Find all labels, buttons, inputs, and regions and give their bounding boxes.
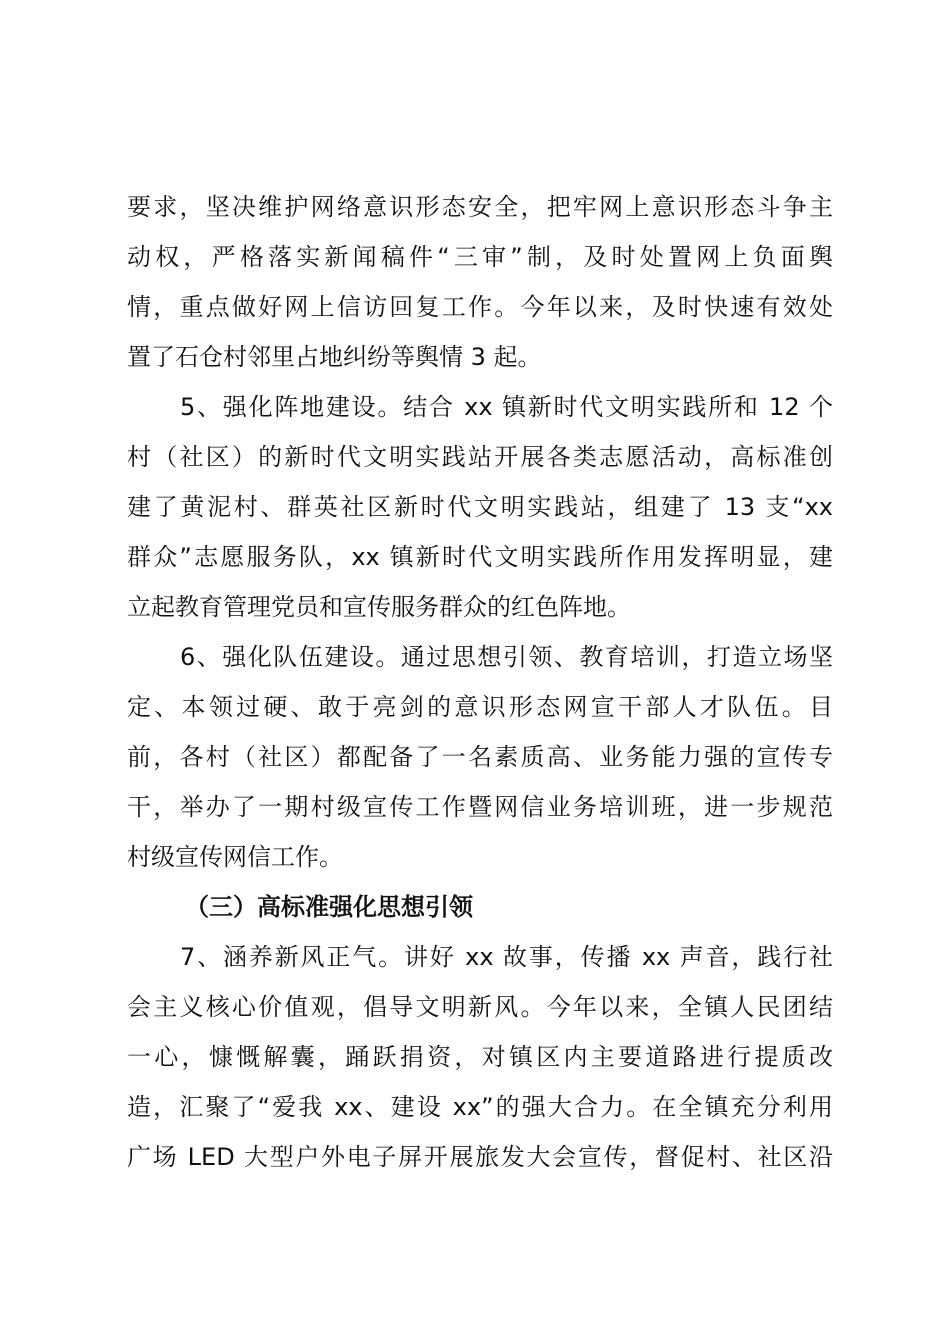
text-line: 定、本领过硬、敢于亮剑的意识形态网宣干部人才队伍。目	[127, 693, 833, 721]
paragraph-6-team-building	[127, 632, 833, 882]
section-heading: （三）高标准强化思想引领	[185, 893, 473, 921]
text-line: 造，汇聚了“爱我 xx、建设 xx”的强大合力。在全镇充分利用	[127, 1093, 833, 1121]
text-line: 群众”志愿服务队，xx 镇新时代文明实践所作用发挥明显，建	[127, 543, 833, 571]
text-line: 置了石仓村邻里占地纠纷等舆情 3 起。	[127, 343, 542, 371]
text-line: 广场 LED 大型户外电子屏开展旅发大会宣传，督促村、社区沿	[127, 1143, 833, 1171]
text-line: 情，重点做好网上信访回复工作。今年以来，及时快速有效处	[127, 293, 833, 321]
text-line: 要求，坚决维护网络意识形态安全，把牢网上意识形态斗争主	[127, 193, 833, 221]
text-line: 干，举办了一期村级宣传工作暨网信业务培训班，进一步规范	[127, 793, 833, 821]
text-line: 7、涵养新风正气。讲好 xx 故事，传播 xx 声音，践行社	[180, 943, 833, 971]
text-line: 前，各村（社区）都配备了一名素质高、业务能力强的宣传专	[127, 743, 833, 771]
paragraph-7-new-atmosphere	[127, 932, 833, 1182]
text-line: 5、强化阵地建设。结合 xx 镇新时代文明实践所和 12 个	[180, 393, 833, 421]
text-line: 建了黄泥村、群英社区新时代文明实践站，组建了 13 支“xx	[127, 493, 833, 521]
paragraph-continued	[127, 182, 833, 382]
document-body	[127, 182, 833, 1182]
text-line: 动权，严格落实新闻稿件“三审”制，及时处置网上负面舆	[127, 243, 833, 271]
text-line: 村级宣传网信工作。	[127, 843, 343, 871]
text-line: 村（社区）的新时代文明实践站开展各类志愿活动，高标准创	[127, 443, 833, 471]
text-line: 6、强化队伍建设。通过思想引领、教育培训，打造立场坚	[180, 643, 833, 671]
text-line: 立起教育管理党员和宣传服务群众的红色阵地。	[127, 593, 631, 621]
text-line: 一心，慷慨解囊，踊跃捐资，对镇区内主要道路进行提质改	[127, 1043, 833, 1071]
text-line: 会主义核心价值观，倡导文明新风。今年以来，全镇人民团结	[127, 993, 833, 1021]
paragraph-5-position-building	[127, 382, 833, 632]
